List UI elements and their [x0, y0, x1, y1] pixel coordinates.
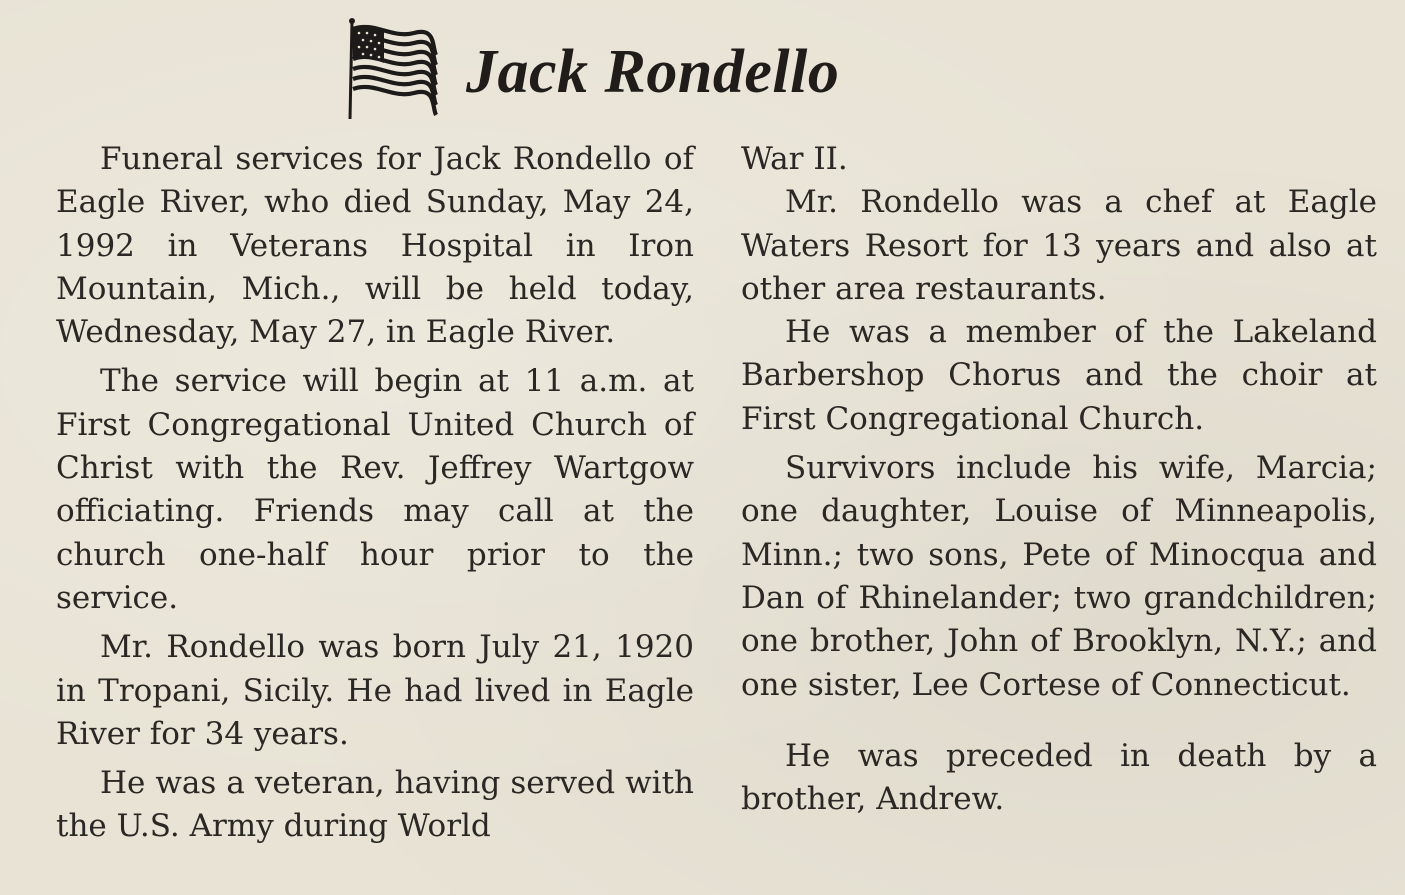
paragraph-service-time: The service will begin at 11 a.m. at First Congregational United Church of Christ with the Rev. Jeffrey Wartgow officiating. Friends may call at the church one-half hour prior to the service. — [56, 363, 694, 616]
left-column — [56, 138, 694, 849]
paragraph-veteran: He was a veteran, having served with the U.S. Army during World — [56, 765, 694, 845]
paragraph-career: Mr. Rondello was a chef at Eagle Waters Resort for 13 years and also at other area restaurants. — [741, 184, 1377, 307]
paragraph-preceded: He was preceded in death by a brother, Andrew. — [741, 737, 1377, 818]
paragraph-veteran-continued: War II. — [741, 141, 848, 177]
obituary-header — [344, 14, 839, 124]
american-flag-icon — [344, 17, 440, 121]
paragraph-birth: Mr. Rondello was born July 21, 1920 in Tropani, Sicily. He had lived in Eagle River for 34 years. — [56, 629, 694, 752]
paragraph-survivors: Survivors include his wife, Marcia; one daughter, Louise of Minneapolis, Minn.; two sons, Pete of Minocqua and Dan of Rhinelander; two grandchildren; one brother, John of Brooklyn, N.Y.; and one sister, Lee Cortese of Connecticut. — [741, 450, 1377, 703]
paragraph-memberships: He was a member of the Lakeland Barbershop Chorus and the choir at First Congregational Church. — [741, 314, 1377, 437]
paragraph-funeral-services: Funeral services for Jack Rondello of Eagle River, who died Sunday, May 24, 1992 in Veterans Hospital in Iron Mountain, Mich., will be held today, Wednesday, May 27, in Eagle River. — [56, 141, 694, 351]
obituary-title: Jack Rondello — [466, 37, 840, 106]
right-column — [741, 138, 1377, 821]
